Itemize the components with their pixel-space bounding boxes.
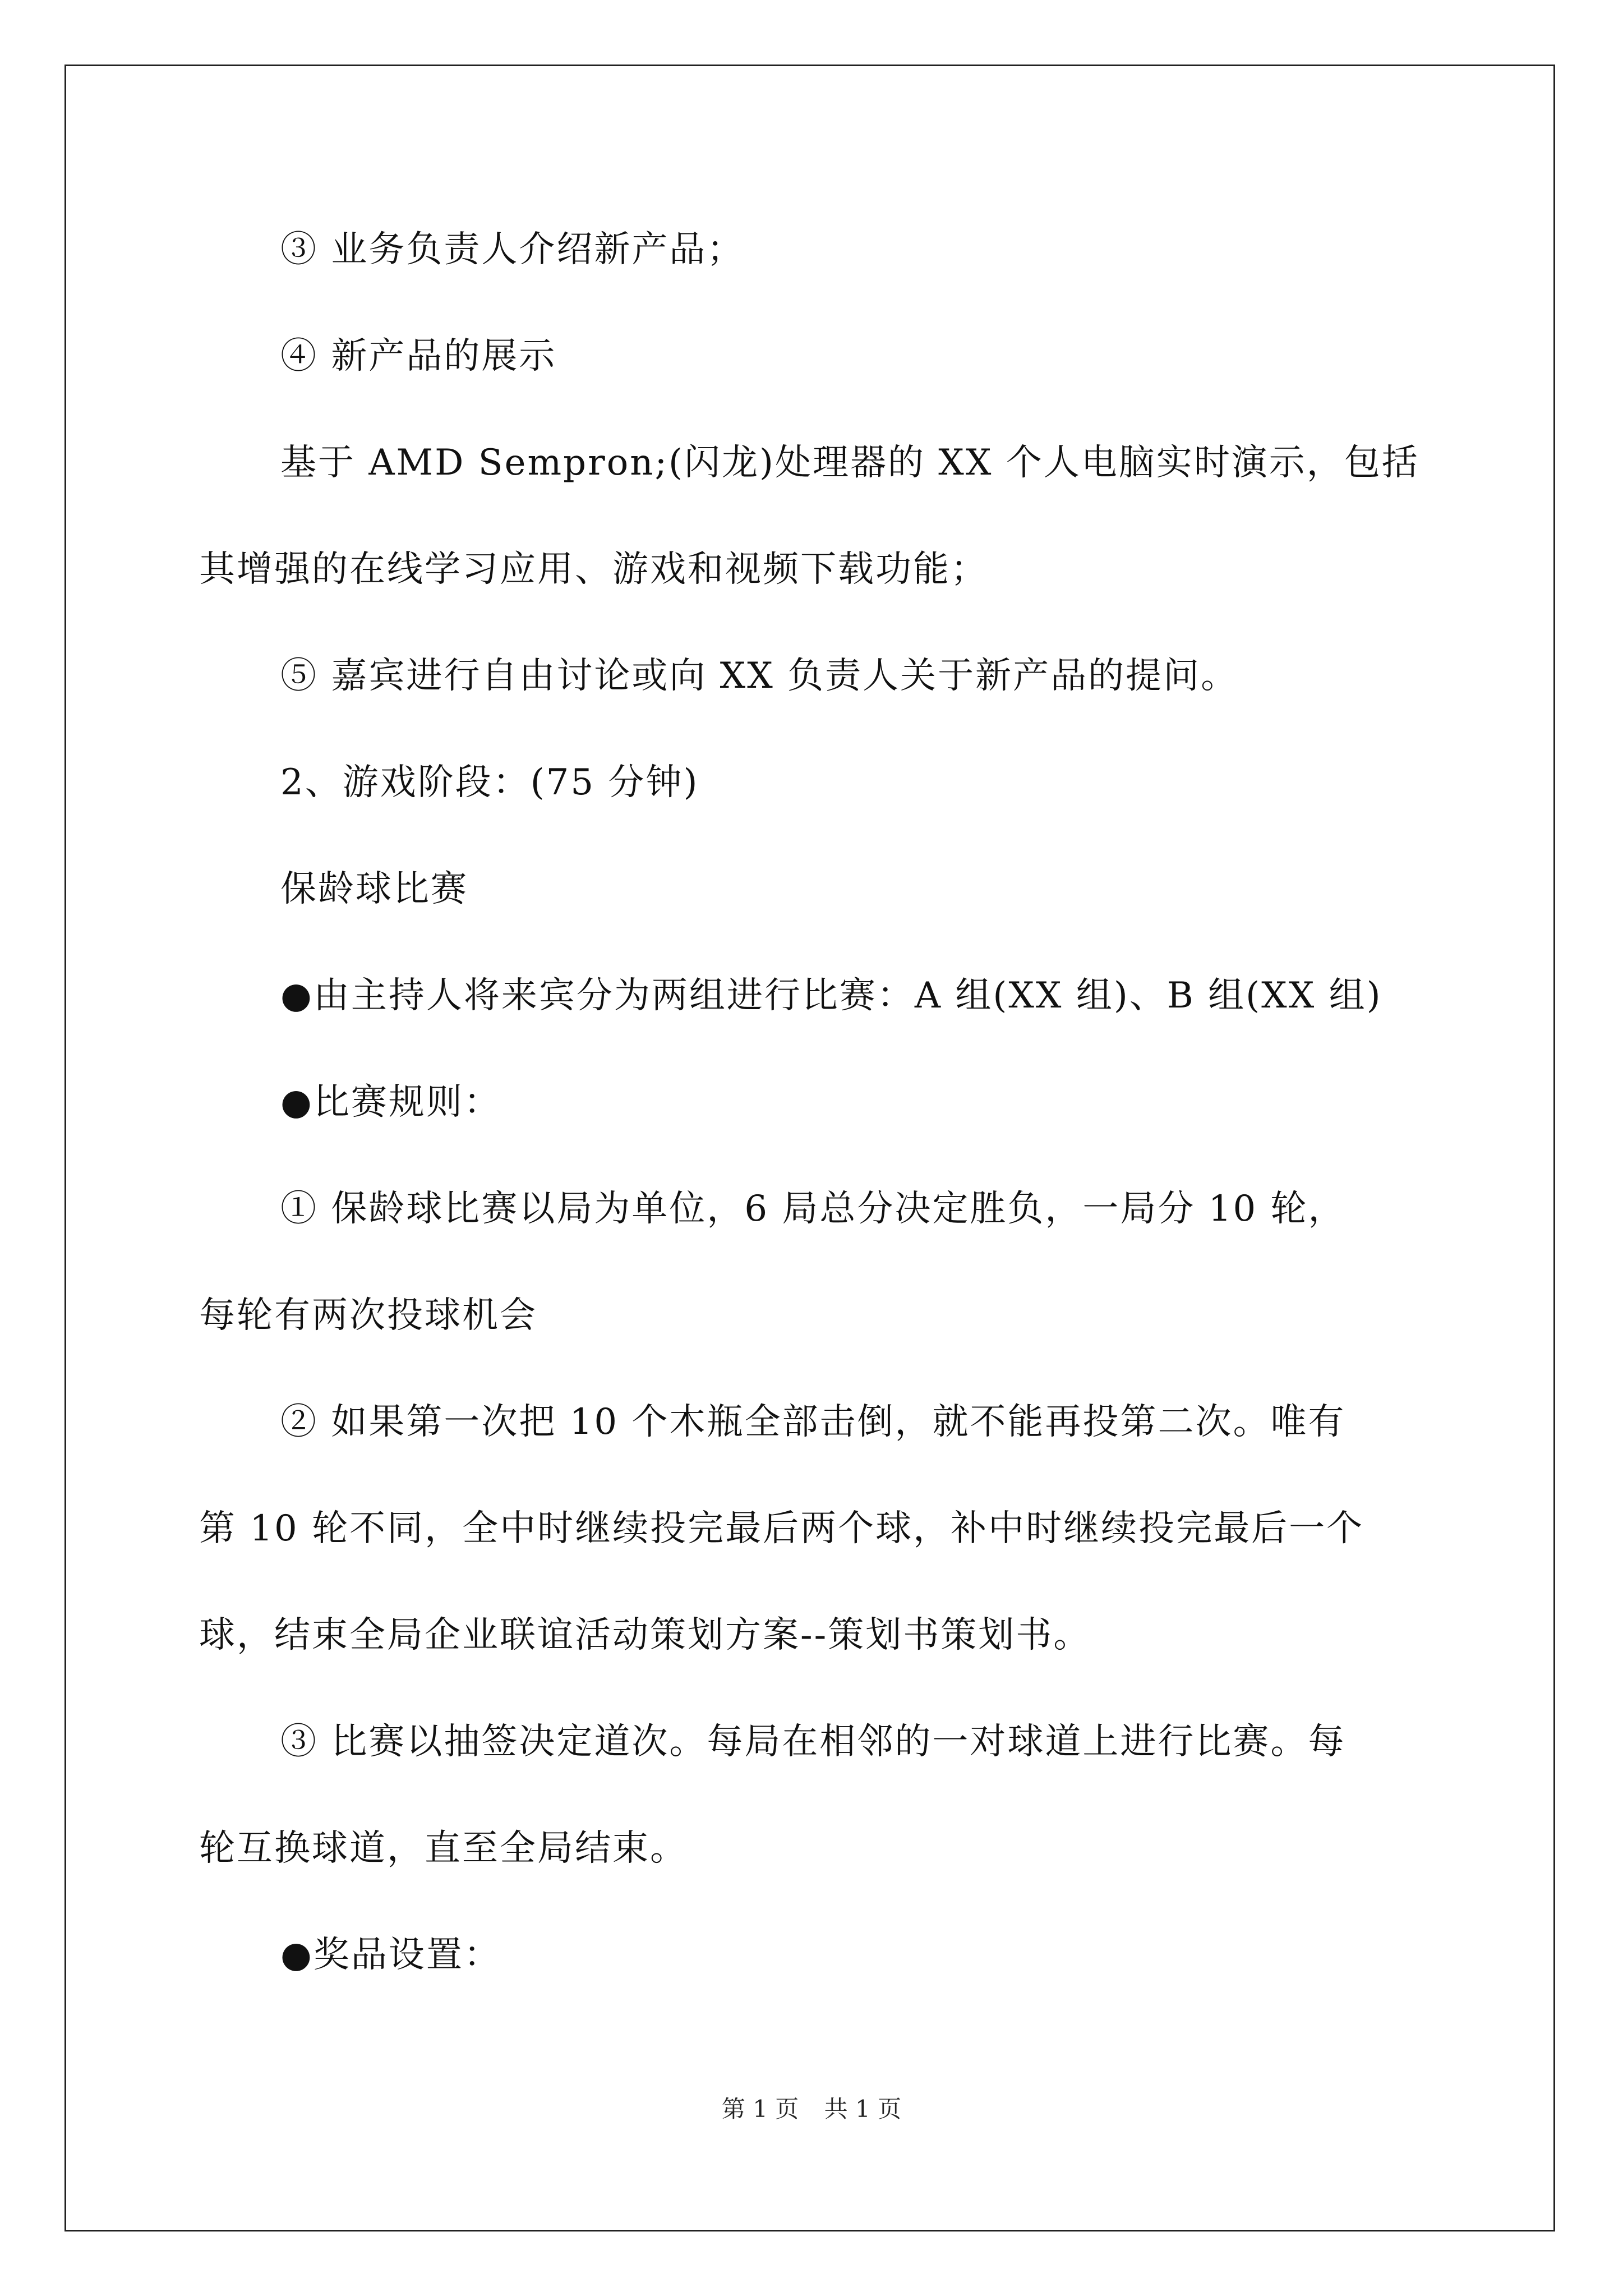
paragraph-line: 第 10 轮不同，全中时继续投完最后两个球，补中时继续投完最后一个 (199, 1508, 1364, 1549)
paragraph-line: 每轮有两次投球机会 (199, 1295, 537, 1336)
bullet-line: ●奖品设置： (280, 1934, 501, 1976)
page-border (64, 65, 1555, 2231)
page-footer (0, 2092, 1623, 2126)
paragraph-line: ③ 比赛以抽签决定道次。每局在相邻的一对球道上进行比赛。每 (280, 1721, 1346, 1763)
paragraph-line: 基于 AMD Sempron;(闪龙)处理器的 XX 个人电脑实时演示，包括 (280, 442, 1419, 484)
bullet-line: ●比赛规则： (280, 1082, 501, 1123)
page-number-current: 第 1 页 (721, 2095, 799, 2123)
page-number-total: 共 1 页 (824, 2095, 902, 2123)
paragraph-line: ③ 业务负责人介绍新产品； (280, 229, 745, 270)
paragraph-line: 轮互换球道，直至全局结束。 (199, 1828, 688, 1869)
paragraph-line: 保龄球比赛 (280, 868, 468, 910)
paragraph-line: ⑤ 嘉宾进行自由讨论或向 XX 负责人关于新产品的提问。 (280, 655, 1239, 697)
section-heading: 2、游戏阶段：(75 分钟) (280, 762, 699, 803)
paragraph-line: ④ 新产品的展示 (280, 335, 557, 377)
bullet-line: ●由主持人将来宾分为两组进行比赛：A 组(XX 组)、B 组(XX 组) (280, 975, 1382, 1016)
paragraph-line: ② 如果第一次把 10 个木瓶全部击倒，就不能再投第二次。唯有 (280, 1401, 1346, 1443)
paragraph-line: 其增强的在线学习应用、游戏和视频下载功能； (199, 549, 988, 590)
paragraph-line: ① 保龄球比赛以局为单位，6 局总分决定胜负，一局分 10 轮， (280, 1188, 1346, 1230)
paragraph-line: 球，结束全局企业联谊活动策划方案--策划书策划书。 (199, 1614, 1091, 1656)
